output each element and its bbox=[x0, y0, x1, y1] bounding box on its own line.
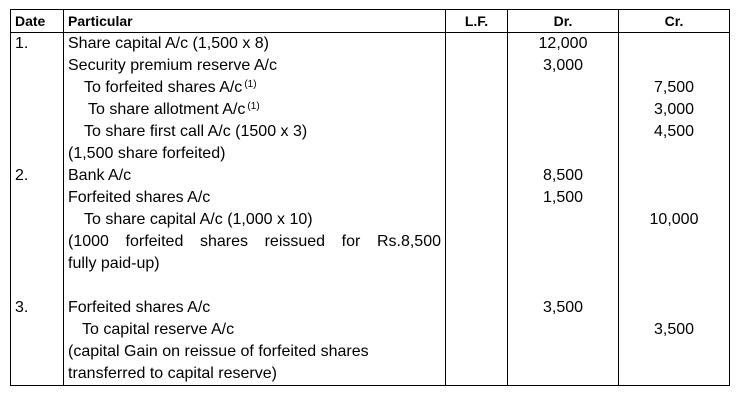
entry-lf bbox=[446, 297, 508, 386]
header-credit: Cr. bbox=[619, 10, 730, 33]
table-row bbox=[11, 165, 730, 297]
journal-entry-table bbox=[10, 9, 730, 386]
entry-debit: 3,500 bbox=[508, 297, 619, 386]
narration: transferred to capital reserve) bbox=[68, 365, 277, 382]
particular-line: To share allotment A/c $^{(1)}$ bbox=[88, 101, 260, 118]
header-particular: Particular bbox=[64, 10, 446, 33]
entry-credit: 3,500 bbox=[619, 297, 730, 386]
entry-particulars bbox=[64, 297, 446, 386]
narration: (capital Gain on reissue of forfeited shares bbox=[68, 343, 369, 360]
particular-line: Security premium reserve A/c bbox=[68, 57, 277, 74]
entry-credit: 10,000 bbox=[619, 165, 730, 297]
entry-date: 2. bbox=[11, 165, 64, 297]
particular-line: To share first call A/c (1500 x 3) bbox=[84, 123, 308, 140]
particular-line: Share capital A/c (1,500 x 8) bbox=[68, 35, 269, 52]
entry-debit: 12,000 3,000 bbox=[508, 33, 619, 166]
entry-particulars bbox=[64, 33, 446, 166]
particular-line: To capital reserve A/c bbox=[82, 321, 235, 338]
entry-lf bbox=[446, 165, 508, 297]
particular-line: To share capital A/c (1,000 x 10) bbox=[84, 211, 313, 228]
header-row bbox=[11, 10, 730, 33]
table-row bbox=[11, 33, 730, 166]
particular-line: Forfeited shares A/c bbox=[68, 189, 211, 206]
narration: (1000 forfeited shares reissued for Rs.8,500 bbox=[68, 233, 441, 250]
particular-line: To forfeited shares A/c $^{(1)}$ bbox=[84, 79, 257, 96]
table-row bbox=[11, 297, 730, 386]
particular-line: Bank A/c bbox=[68, 167, 132, 184]
entry-debit: 8,500 1,500 bbox=[508, 165, 619, 297]
entry-date: 3. bbox=[11, 297, 64, 386]
header-date: Date bbox=[11, 10, 64, 33]
entry-lf bbox=[446, 33, 508, 166]
entry-date: 1. bbox=[11, 33, 64, 166]
header-debit: Dr. bbox=[508, 10, 619, 33]
header-lf: L.F. bbox=[446, 10, 508, 33]
particular-line: Forfeited shares A/c bbox=[68, 299, 211, 316]
narration: fully paid-up) bbox=[68, 255, 160, 272]
entry-particulars bbox=[64, 165, 446, 297]
narration: (1,500 share forfeited) bbox=[68, 145, 226, 162]
entry-credit: 7,500 3,000 4,500 bbox=[619, 33, 730, 166]
